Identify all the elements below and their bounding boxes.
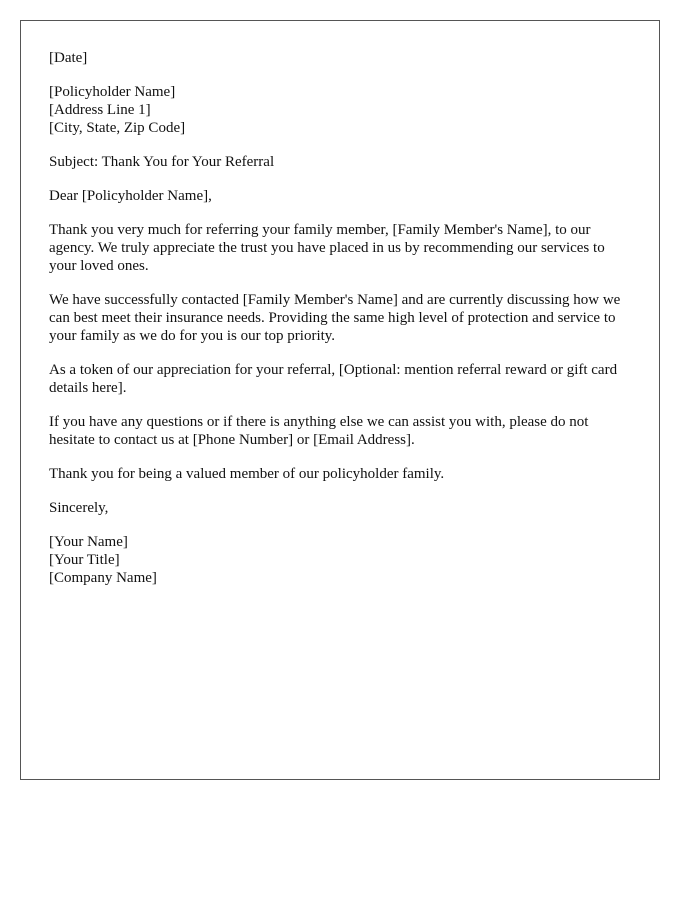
letter-closing: Sincerely, [49,500,109,516]
signature-block [49,533,631,587]
body-paragraph-questions: If you have any questions or if there is anything else we can assist you with, please do not hesitate to contact us at [Phone Number] or [Email Address]. [49,414,589,448]
recipient-name: [Policyholder Name] [49,84,176,100]
recipient-address-line-1: [Address Line 1] [49,102,151,118]
letter-date: [Date] [49,50,88,66]
body-paragraph-thanks: Thank you very much for referring your family member, [Family Member's Name], to our agency. We truly appreciate the trust you have placed in us by recommending our services to your loved ones. [49,222,605,274]
signature-company: [Company Name] [49,570,157,586]
signature-title: [Your Title] [49,552,120,568]
recipient-address-block [49,83,631,137]
body-paragraph-reward: As a token of our appreciation for your referral, [Optional: mention referral reward or gift card details here]. [49,362,618,396]
recipient-city-state-zip: [City, State, Zip Code] [49,120,186,136]
letter-subject: Subject: Thank You for Your Referral [49,154,275,170]
letter-page [20,20,660,780]
signature-name: [Your Name] [49,534,128,550]
body-paragraph-valued: Thank you for being a valued member of our policyholder family. [49,466,445,482]
letter-salutation: Dear [Policyholder Name], [49,188,212,204]
body-paragraph-contacted: We have successfully contacted [Family Member's Name] and are currently discussing how we can best meet their insurance needs. Providing the same high level of protection and service to your family as we do for you is our top priority. [49,292,621,344]
